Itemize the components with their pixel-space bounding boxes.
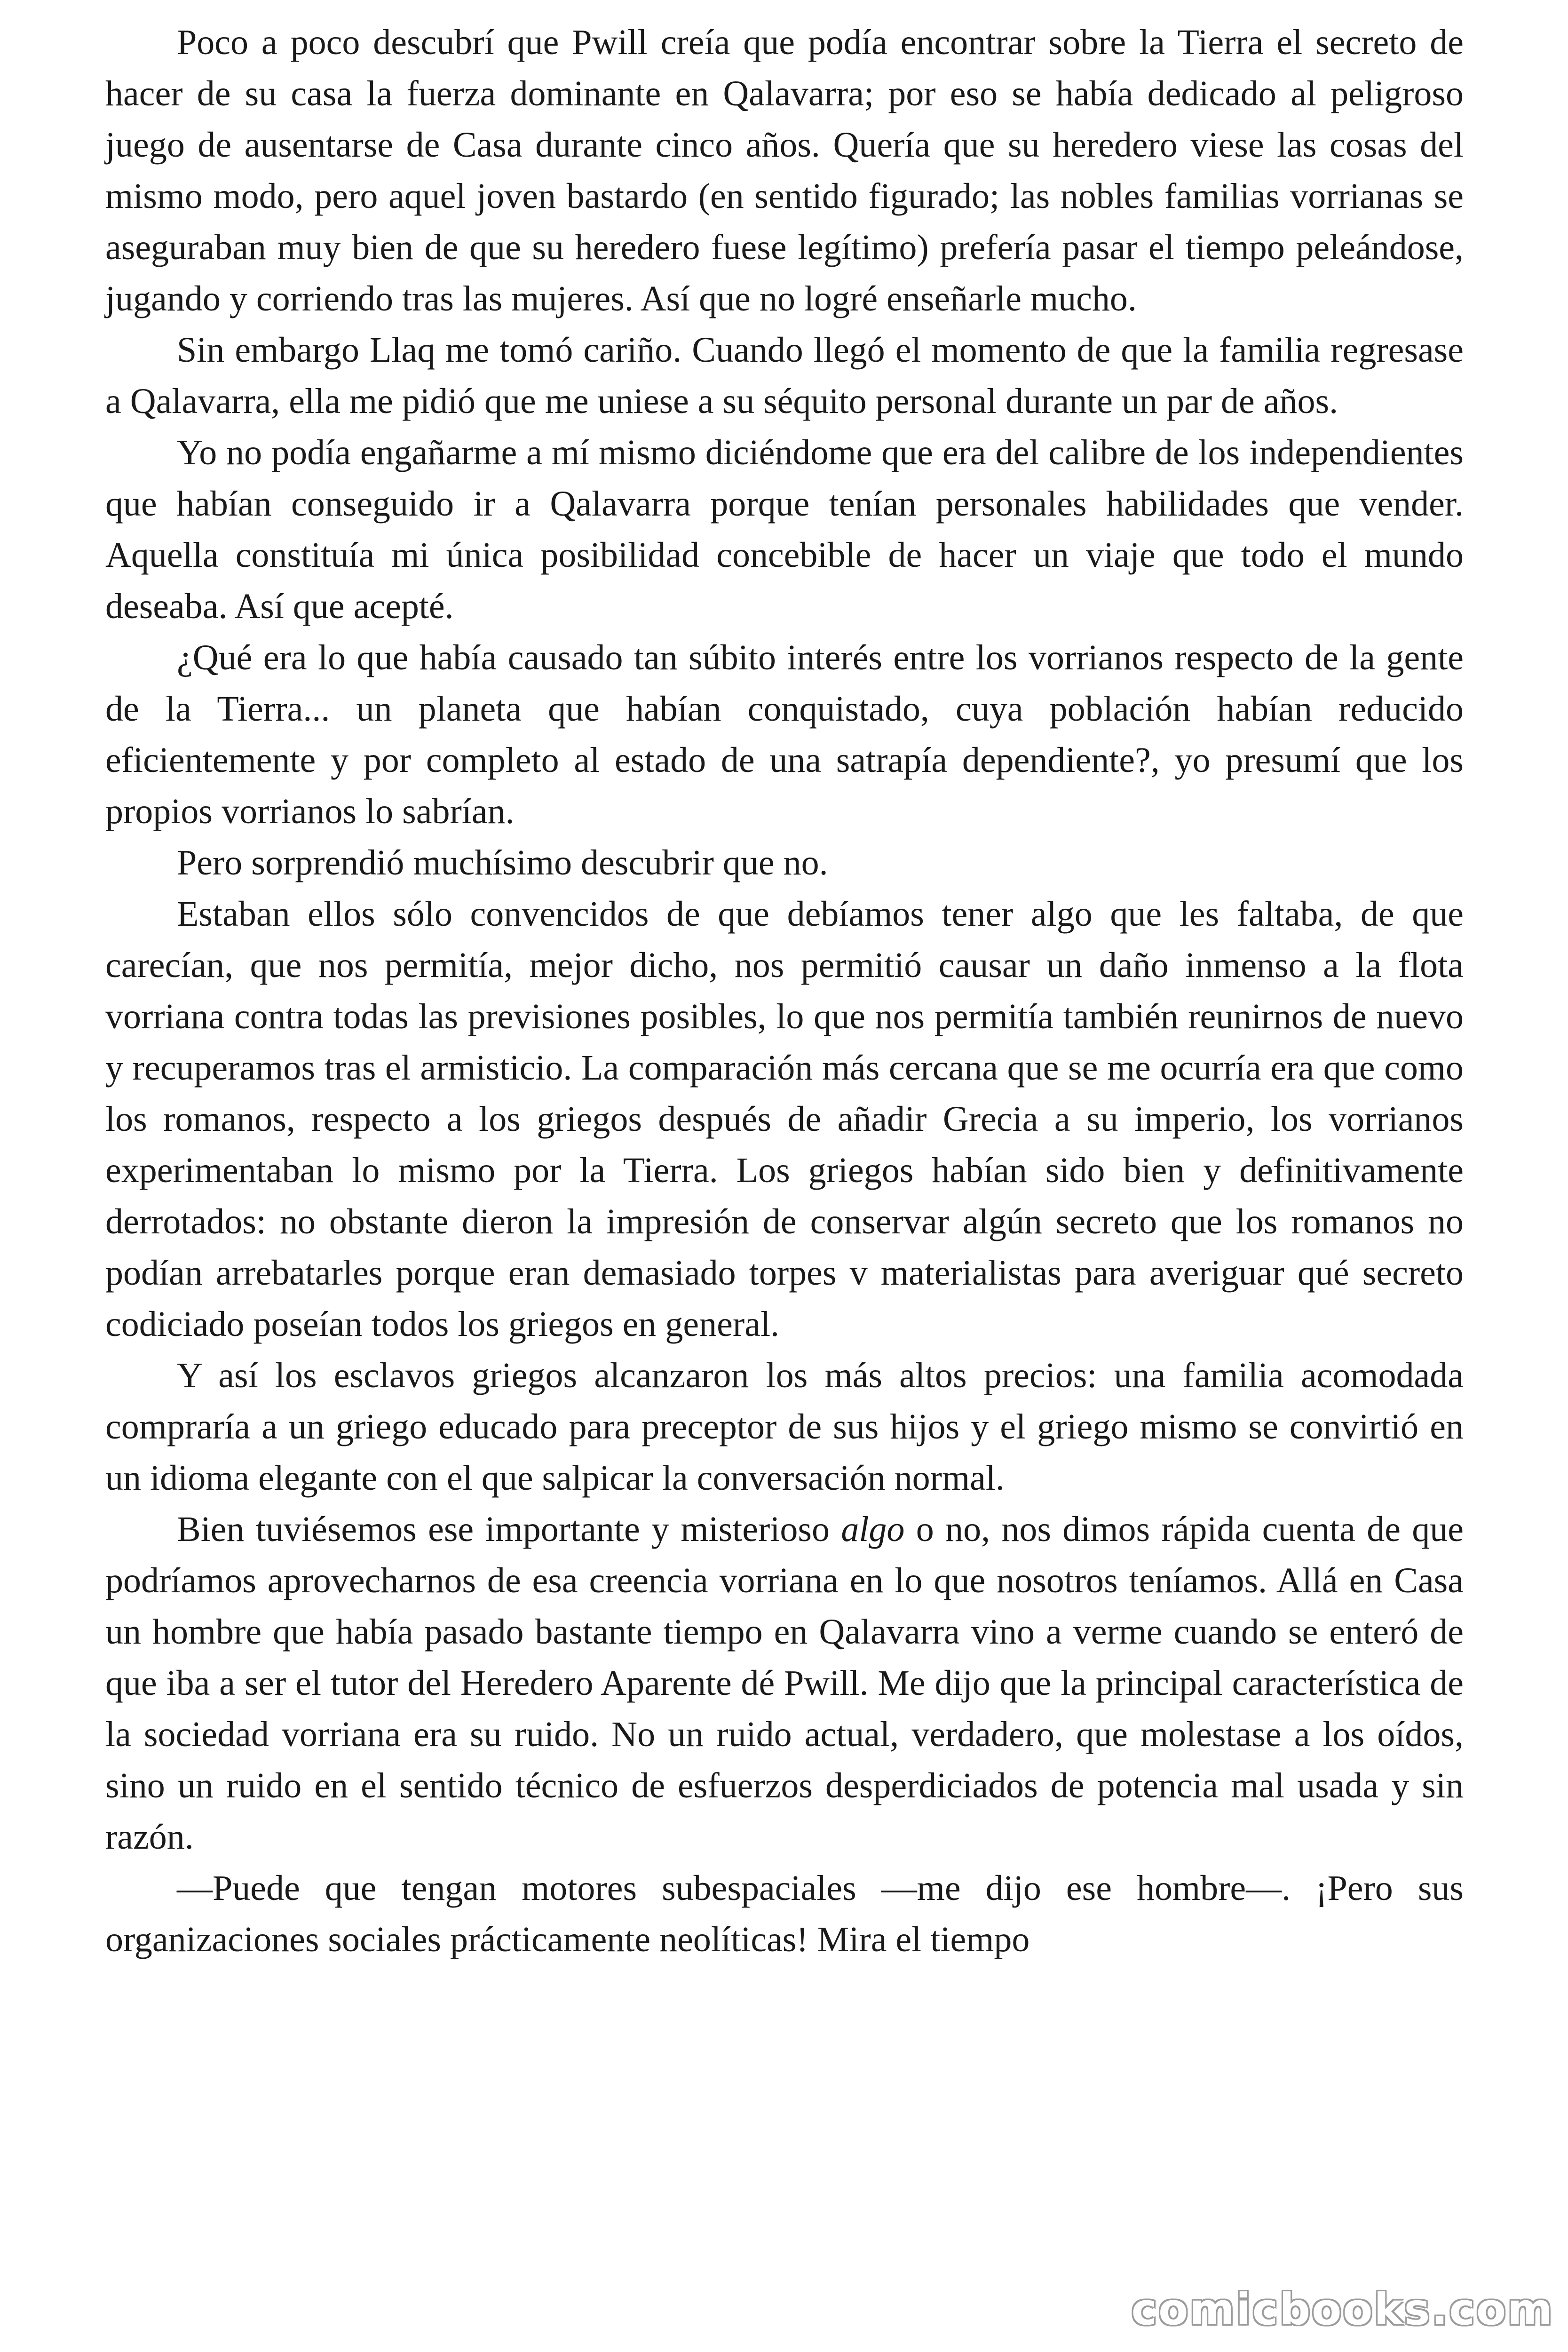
- watermark-logo: comicbooks.com: [1131, 2284, 1554, 2335]
- paragraph-1: Poco a poco descubrí que Pwill creía que podía encontrar sobre la Tierra el secreto de hacer de su casa la fuerza dominante en Qalavarra; por eso se había dedicado al peligroso juego de ausentarse de Casa durante cinco años. Quería que su heredero viese las cosas del mismo modo, pero aquel joven bastardo (en sentido figurado; las nobles familias vorrianas se aseguraban muy bien de que su heredero fuese legítimo) prefería pasar el tiempo peleándose, jugando y corriendo tras las mujeres. Así que no logré enseñarle mucho.: [105, 23, 1464, 318]
- paragraph-7: Y así los esclavos griegos alcanzaron los más altos precios: una familia acomodada compraría a un griego educado para preceptor de sus hijos y el griego mismo se convirtió en un idioma elegante con el que salpicar la conversación normal.: [105, 1356, 1464, 1498]
- italic-word: algo: [841, 1510, 905, 1549]
- paragraph-6: Estaban ellos sólo convencidos de que debíamos tener algo que les faltaba, de que carecían, que nos permitía, mejor dicho, nos permitió causar un daño inmenso a la flota vorriana contra todas las previsiones posibles, lo que nos permitía también reunirnos de nuevo y recuperamos tras el armisticio. La comparación más cercana que se me ocurría era que como los romanos, respecto a los griegos después de añadir Grecia a su imperio, los vorrianos experimentaban lo mismo por la Tierra. Los griegos habían sido bien y definitivamente derrotados: no obstante dieron la impresión de conservar algún secreto que los romanos no podían arrebatarles porque eran demasiado torpes v materialistas para averiguar qué secreto codiciado poseían todos los griegos en general.: [105, 894, 1464, 1344]
- paragraph-2: Sin embargo Llaq me tomó cariño. Cuando llegó el momento de que la familia regresase a Qalavarra, ella me pidió que me uniese a su séquito personal durante un par de años.: [105, 330, 1464, 421]
- body-text: [105, 17, 1464, 1965]
- paragraph-4: ¿Qué era lo que había causado tan súbito interés entre los vorrianos respecto de la gente de la Tierra... un planeta que habían conquistado, cuya población habían reducido eficientemente y por completo al estado de una satrapía dependiente?, yo presumí que los propios vorrianos lo sabrían.: [105, 638, 1464, 831]
- paragraph-8-start: Bien tuviésemos ese importante y misterioso: [177, 1510, 841, 1549]
- paragraph-8-end: o no, nos dimos rápida cuenta de que podríamos aprovecharnos de esa creencia vorriana en lo que nosotros teníamos. Allá en Casa un hombre que había pasado bastante tiempo en Qalavarra vino a verme cuando se enteró de que iba a ser el tutor del Heredero Aparente dé Pwill. Me dijo que la principal característica de la sociedad vorriana era su ruido. No un ruido actual, verdadero, que molestase a los oídos, sino un ruido en el sentido técnico de esfuerzos desperdiciados de potencia mal usada y sin razón.: [105, 1510, 1464, 1857]
- paragraph-9: —Puede que tengan motores subespaciales —me dijo ese hombre—. ¡Pero sus organizaciones sociales prácticamente neolíticas! Mira el tiempo: [105, 1868, 1464, 1959]
- paragraph-8: [105, 1504, 1464, 1863]
- paragraph-5: Pero sorprendió muchísimo descubrir que no.: [177, 843, 828, 882]
- paragraph-3: Yo no podía engañarme a mí mismo diciéndome que era del calibre de los independientes que habían conseguido ir a Qalavarra porque tenían personales habilidades que vender. Aquella constituía mi única posibilidad concebible de hacer un viaje que todo el mundo deseaba. Así que acepté.: [105, 433, 1464, 626]
